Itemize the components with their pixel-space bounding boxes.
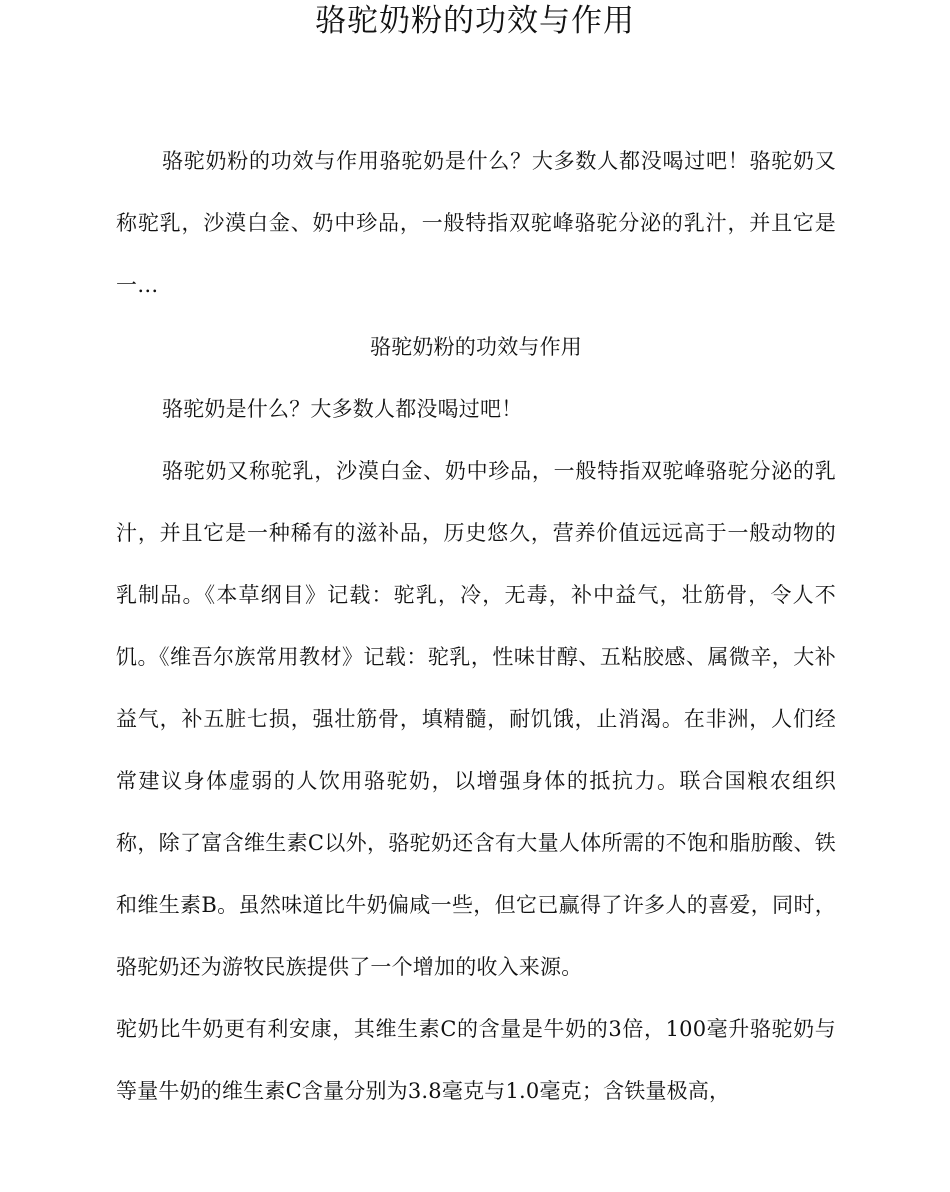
description-paragraph: 骆驼奶又称驼乳，沙漠白金、奶中珍品，一般特指双驼峰骆驼分泌的乳汁，并且它是一种稀有的滋补品，历史悠久，营养价值远远高于一般动物的乳制品。《本草纲目》记载：驼乳，冷，无毒，补中益气，壮筋骨，令人不饥。《维吾尔族常用教材》记载：驼乳，性味甘醇、五粘胶感、属微辛，大补益气，补五脏七损，强壮筋骨，填精髓，耐饥饿，止消渴。在非洲，人们经常建议身体虚弱的人饮用骆驼奶，以增强身体的抵抗力。联合国粮农组织称，除了富含维生素C以外，骆驼奶还含有大量人体所需的不饱和脂肪酸、铁和维生素B。虽然味道比牛奶偏咸一些，但它已赢得了许多人的喜爱，同时，骆驼奶还为游牧民族提供了一个增加的收入来源。	[116, 459, 836, 979]
document-title: 骆驼奶粉的功效与作用	[315, 3, 635, 39]
question-paragraph: 骆驼奶是什么？大多数人都没喝过吧！	[162, 397, 523, 421]
nutrition-paragraph: 驼奶比牛奶更有利安康，其维生素C的含量是牛奶的3倍，100毫升骆驼奶与等量牛奶的维生素C含量分别为3.8毫克与1.0毫克；含铁量极高，	[116, 1017, 836, 1103]
intro-paragraph: 骆驼奶粉的功效与作用骆驼奶是什么？大多数人都没喝过吧！骆驼奶又称驼乳，沙漠白金、奶中珍品，一般特指双驼峰骆驼分泌的乳汁，并且它是一…	[116, 149, 836, 297]
document-body	[116, 130, 836, 1122]
section-heading: 骆驼奶粉的功效与作用	[370, 335, 582, 359]
